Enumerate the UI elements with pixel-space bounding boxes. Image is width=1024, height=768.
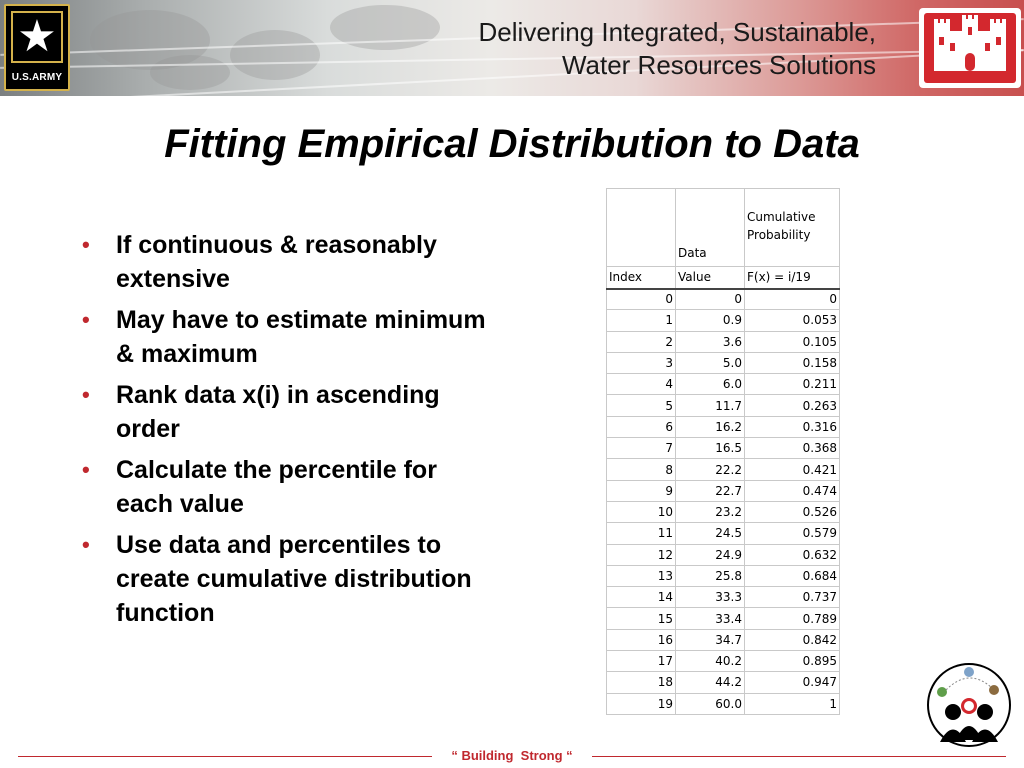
probability-cell: 0.316: [745, 416, 840, 437]
tagline-line-2: Water Resources Solutions: [561, 50, 876, 80]
index-cell: 17: [607, 651, 676, 672]
value-cell: 23.2: [676, 501, 745, 522]
probability-cell: 0.211: [745, 374, 840, 395]
probability-cell: 0.263: [745, 395, 840, 416]
bullet-list: [78, 228, 498, 637]
value-cell: 0.9: [676, 310, 745, 331]
header-tagline: [356, 16, 876, 82]
value-cell: 16.2: [676, 416, 745, 437]
index-cell: 0: [607, 289, 676, 310]
value-cell: 33.3: [676, 587, 745, 608]
table-row: [607, 416, 840, 437]
table-row: [607, 395, 840, 416]
value-cell: 22.2: [676, 459, 745, 480]
probability-cell: 0.842: [745, 629, 840, 650]
index-cell: 3: [607, 352, 676, 373]
value-cell: 24.5: [676, 523, 745, 544]
probability-cell: 0.105: [745, 331, 840, 352]
table-row: [607, 331, 840, 352]
probability-cell: 0.053: [745, 310, 840, 331]
value-cell: 34.7: [676, 629, 745, 650]
bullet-icon: •: [82, 232, 90, 257]
bullet-item: [78, 303, 498, 371]
table-row: [607, 629, 840, 650]
bullet-text: If continuous & reasonably extensive: [116, 231, 437, 293]
castle-icon: [924, 13, 1016, 83]
bullet-icon: •: [82, 307, 90, 332]
index-cell: 11: [607, 523, 676, 544]
header-cell: Index: [607, 267, 676, 289]
table-row: [607, 608, 840, 629]
table-row: [607, 501, 840, 522]
index-cell: 7: [607, 438, 676, 459]
value-cell: 16.5: [676, 438, 745, 459]
probability-cell: 0.526: [745, 501, 840, 522]
probability-cell: 0.895: [745, 651, 840, 672]
index-cell: 6: [607, 416, 676, 437]
bullet-item: [78, 528, 498, 630]
value-cell: 22.7: [676, 480, 745, 501]
value-cell: 44.2: [676, 672, 745, 693]
value-cell: 24.9: [676, 544, 745, 565]
probability-cell: 0.579: [745, 523, 840, 544]
bullet-icon: •: [82, 532, 90, 557]
index-cell: 15: [607, 608, 676, 629]
bullet-text: May have to estimate minimum & maximum: [116, 306, 486, 368]
table-row: [607, 374, 840, 395]
table-row: [607, 310, 840, 331]
value-cell: 0: [676, 289, 745, 310]
bullet-text: Calculate the percentile for each value: [116, 456, 437, 518]
value-cell: 25.8: [676, 565, 745, 586]
header-cell: Value: [676, 267, 745, 289]
table-row: [607, 523, 840, 544]
table-header-row: [607, 189, 840, 267]
header-cell: Data: [676, 189, 745, 267]
value-cell: 60.0: [676, 693, 745, 714]
index-cell: 4: [607, 374, 676, 395]
table-row: [607, 672, 840, 693]
index-cell: 13: [607, 565, 676, 586]
bullet-text: Use data and percentiles to create cumulative distribution function: [116, 531, 472, 627]
bullet-icon: •: [82, 382, 90, 407]
header-cell: F(x) = i/19: [745, 267, 840, 289]
tagline-line-1: Delivering Integrated, Sustainable,: [478, 17, 876, 47]
probability-cell: 0: [745, 289, 840, 310]
index-cell: 2: [607, 331, 676, 352]
table-row: [607, 544, 840, 565]
table-body: [607, 289, 840, 715]
team-emblem-logo: [926, 662, 1012, 748]
index-cell: 9: [607, 480, 676, 501]
probability-cell: 0.737: [745, 587, 840, 608]
index-cell: 10: [607, 501, 676, 522]
bullet-item: [78, 453, 498, 521]
table-row: [607, 289, 840, 310]
probability-cell: 0.368: [745, 438, 840, 459]
probability-cell: 1: [745, 693, 840, 714]
table-row: [607, 565, 840, 586]
bullet-item: [78, 228, 498, 296]
bullet-text: Rank data x(i) in ascending order: [116, 381, 440, 443]
probability-cell: 0.421: [745, 459, 840, 480]
table-row: [607, 651, 840, 672]
bullet-icon: •: [82, 457, 90, 482]
header-cell: [607, 189, 676, 267]
value-cell: 11.7: [676, 395, 745, 416]
corps-of-engineers-castle-logo: [919, 8, 1021, 88]
table-subheader-row: [607, 267, 840, 289]
slide-title: Fitting Empirical Distribution to Data: [164, 122, 860, 166]
table-row: [607, 480, 840, 501]
index-cell: 5: [607, 395, 676, 416]
value-cell: 6.0: [676, 374, 745, 395]
index-cell: 19: [607, 693, 676, 714]
value-cell: 5.0: [676, 352, 745, 373]
us-army-logo: [4, 4, 70, 91]
probability-cell: 0.684: [745, 565, 840, 586]
table-row: [607, 693, 840, 714]
value-cell: 40.2: [676, 651, 745, 672]
probability-cell: 0.474: [745, 480, 840, 501]
value-cell: 33.4: [676, 608, 745, 629]
header-cell: Cumulative Probability: [745, 189, 840, 267]
army-logo-text: U.S.ARMY: [11, 72, 63, 83]
probability-cell: 0.789: [745, 608, 840, 629]
index-cell: 8: [607, 459, 676, 480]
empirical-distribution-table: [606, 188, 840, 715]
star-icon: ★: [11, 11, 63, 63]
footer-rule-right: [592, 756, 1006, 757]
index-cell: 18: [607, 672, 676, 693]
index-cell: 16: [607, 629, 676, 650]
probability-cell: 0.632: [745, 544, 840, 565]
index-cell: 12: [607, 544, 676, 565]
footer-motto: “ Building Strong “: [451, 748, 573, 763]
table-row: [607, 587, 840, 608]
table-row: [607, 459, 840, 480]
table-row: [607, 352, 840, 373]
footer-rule-left: [18, 756, 432, 757]
table-row: [607, 438, 840, 459]
index-cell: 14: [607, 587, 676, 608]
value-cell: 3.6: [676, 331, 745, 352]
probability-cell: 0.947: [745, 672, 840, 693]
header-banner: [0, 0, 1024, 96]
bullet-item: [78, 378, 498, 446]
probability-cell: 0.158: [745, 352, 840, 373]
index-cell: 1: [607, 310, 676, 331]
